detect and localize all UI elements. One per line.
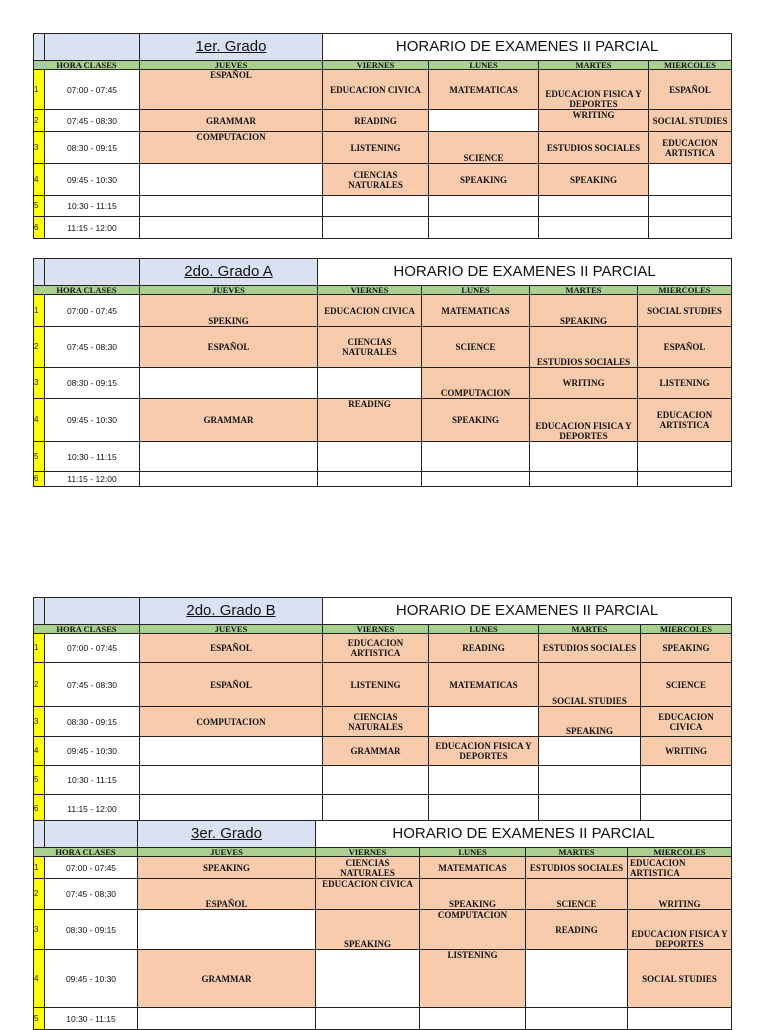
- row-number: 2: [34, 879, 45, 910]
- cell-viernes: EDUCACION ARTISTICA: [323, 634, 429, 663]
- cell-lunes: [429, 196, 539, 217]
- class-time: 07:45 - 08:30: [45, 327, 140, 368]
- table-row: [34, 1008, 732, 1030]
- cell-martes: [539, 196, 649, 217]
- column-header-viernes: VIERNES: [323, 61, 429, 70]
- table-row: [34, 442, 732, 472]
- cell-miercoles: EDUCACION ARTISTICA: [649, 132, 732, 164]
- cell-jueves: [138, 910, 316, 950]
- row-number: 2: [34, 110, 45, 132]
- table-row: [34, 110, 732, 132]
- row-number: 1: [34, 857, 45, 879]
- class-time: 11:15 - 12:00: [45, 472, 140, 487]
- cell-viernes: [318, 368, 422, 399]
- row-number: 1: [34, 634, 45, 663]
- cell-martes: [539, 766, 641, 795]
- cell-lunes: [420, 1008, 526, 1030]
- schedule-heading: HORARIO DE EXAMENES II PARCIAL: [316, 821, 732, 848]
- row-number: 4: [34, 164, 45, 196]
- cell-jueves: [140, 472, 318, 487]
- row-number: 2: [34, 327, 45, 368]
- grade-title: 3er. Grado: [138, 821, 316, 848]
- cell-martes: EDUCACION FISICA Y DEPORTES: [539, 70, 649, 110]
- class-time: 07:00 - 07:45: [45, 634, 140, 663]
- cell-martes: SPEAKING: [530, 295, 638, 327]
- column-header-hora: HORA CLASES: [34, 61, 140, 70]
- class-time: 10:30 - 11:15: [45, 196, 140, 217]
- class-time: 07:00 - 07:45: [45, 857, 138, 879]
- cell-jueves: SPEKING: [140, 295, 318, 327]
- cell-martes: [526, 1008, 628, 1030]
- row-number: 4: [34, 737, 45, 766]
- cell-miercoles: ESPAÑOL: [638, 327, 732, 368]
- row-number: 2: [34, 663, 45, 707]
- cell-jueves: ESPAÑOL: [138, 879, 316, 910]
- column-header-lunes: LUNES: [429, 61, 539, 70]
- table-row: [34, 164, 732, 196]
- row-number: 5: [34, 766, 45, 795]
- cell-jueves: ESPAÑOL: [140, 70, 323, 110]
- class-time: 09:45 - 10:30: [45, 164, 140, 196]
- grade-title-pad: [34, 598, 45, 625]
- cell-jueves: GRAMMAR: [140, 399, 318, 442]
- class-time: 08:30 - 09:15: [45, 910, 138, 950]
- cell-jueves: ESPAÑOL: [140, 327, 318, 368]
- cell-miercoles: [649, 217, 732, 239]
- cell-lunes: [429, 110, 539, 132]
- cell-jueves: [140, 766, 323, 795]
- cell-viernes: [318, 442, 422, 472]
- cell-lunes: EDUCACION FISICA Y DEPORTES: [429, 737, 539, 766]
- cell-viernes: CIENCIAS NATURALES: [318, 327, 422, 368]
- table-row: [34, 196, 732, 217]
- cell-miercoles: [641, 766, 732, 795]
- column-header-jueves: JUEVES: [140, 61, 323, 70]
- cell-viernes: EDUCACION CIVICA: [323, 70, 429, 110]
- table-row: [34, 327, 732, 368]
- cell-lunes: SCIENCE: [422, 327, 530, 368]
- cell-miercoles: SOCIAL STUDIES: [638, 295, 732, 327]
- cell-jueves: [140, 737, 323, 766]
- cell-miercoles: [638, 442, 732, 472]
- class-time: 09:45 - 10:30: [45, 950, 138, 1008]
- cell-viernes: CIENCIAS NATURALES: [323, 164, 429, 196]
- table-row: [34, 217, 732, 239]
- cell-martes: SPEAKING: [539, 707, 641, 737]
- cell-martes: ESTUDIOS SOCIALES: [539, 132, 649, 164]
- class-time: 07:45 - 08:30: [45, 110, 140, 132]
- cell-martes: [539, 217, 649, 239]
- cell-viernes: [323, 196, 429, 217]
- table-row: [34, 399, 732, 442]
- cell-miercoles: [649, 164, 732, 196]
- cell-lunes: MATEMATICAS: [429, 663, 539, 707]
- column-header-viernes: VIERNES: [318, 286, 422, 295]
- column-header-martes: MARTES: [539, 61, 649, 70]
- cell-lunes: COMPUTACION: [420, 910, 526, 950]
- column-header-martes: MARTES: [530, 286, 638, 295]
- cell-lunes: [429, 707, 539, 737]
- row-number: 3: [34, 707, 45, 737]
- cell-jueves: GRAMMAR: [138, 950, 316, 1008]
- column-header-miercoles: MIERCOLES: [628, 848, 732, 857]
- cell-martes: [539, 737, 641, 766]
- grade-title-pad: [45, 34, 140, 61]
- cell-viernes: CIENCIAS NATURALES: [316, 857, 420, 879]
- column-header-miercoles: MIERCOLES: [649, 61, 732, 70]
- row-number: 4: [34, 950, 45, 1008]
- row-number: 5: [34, 442, 45, 472]
- grade-title: 1er. Grado: [140, 34, 323, 61]
- row-number: 3: [34, 910, 45, 950]
- class-time: 09:45 - 10:30: [45, 737, 140, 766]
- cell-martes: WRITING: [530, 368, 638, 399]
- cell-martes: SCIENCE: [526, 879, 628, 910]
- cell-viernes: [323, 217, 429, 239]
- cell-jueves: [140, 217, 323, 239]
- row-number: 4: [34, 399, 45, 442]
- row-number: 1: [34, 70, 45, 110]
- table-row: [34, 857, 732, 879]
- cell-miercoles: SOCIAL STUDIES: [649, 110, 732, 132]
- cell-viernes: LISTENING: [323, 132, 429, 164]
- table-row: [34, 910, 732, 950]
- cell-martes: ESTUDIOS SOCIALES: [530, 327, 638, 368]
- column-header-martes: MARTES: [539, 625, 641, 634]
- cell-lunes: MATEMATICAS: [420, 857, 526, 879]
- column-header-hora: HORA CLASES: [34, 848, 138, 857]
- schedule-heading: HORARIO DE EXAMENES II PARCIAL: [318, 259, 732, 286]
- table-row: [34, 950, 732, 1008]
- cell-miercoles: EDUCACION ARTISTICA: [628, 857, 732, 879]
- table-row: [34, 879, 732, 910]
- cell-martes: [530, 472, 638, 487]
- cell-lunes: [429, 217, 539, 239]
- class-time: 10:30 - 11:15: [45, 442, 140, 472]
- cell-miercoles: ESPAÑOL: [649, 70, 732, 110]
- cell-lunes: SPEAKING: [422, 399, 530, 442]
- cell-martes: SPEAKING: [539, 164, 649, 196]
- row-number: 6: [34, 472, 45, 487]
- cell-miercoles: SPEAKING: [641, 634, 732, 663]
- table-row: [34, 766, 732, 795]
- cell-jueves: GRAMMAR: [140, 110, 323, 132]
- class-time: 07:00 - 07:45: [45, 70, 140, 110]
- class-time: 10:30 - 11:15: [45, 1008, 138, 1030]
- column-header-miercoles: MIERCOLES: [638, 286, 732, 295]
- table-row: [34, 368, 732, 399]
- cell-miercoles: LISTENING: [638, 368, 732, 399]
- column-header-viernes: VIERNES: [316, 848, 420, 857]
- cell-martes: READING: [526, 910, 628, 950]
- column-header-miercoles: MIERCOLES: [641, 625, 732, 634]
- cell-martes: EDUCACION FISICA Y DEPORTES: [530, 399, 638, 442]
- table-row: [34, 737, 732, 766]
- cell-miercoles: SOCIAL STUDIES: [628, 950, 732, 1008]
- class-time: 08:30 - 09:15: [45, 132, 140, 164]
- class-time: 09:45 - 10:30: [45, 399, 140, 442]
- table-row: [34, 70, 732, 110]
- cell-viernes: LISTENING: [323, 663, 429, 707]
- cell-lunes: COMPUTACION: [422, 368, 530, 399]
- class-time: 11:15 - 12:00: [45, 217, 140, 239]
- cell-lunes: [422, 442, 530, 472]
- cell-jueves: [140, 368, 318, 399]
- schedule-table-1er-grado: [33, 33, 732, 239]
- column-header-jueves: JUEVES: [138, 848, 316, 857]
- table-row: [34, 707, 732, 737]
- column-header-lunes: LUNES: [429, 625, 539, 634]
- column-header-jueves: JUEVES: [140, 625, 323, 634]
- class-time: 08:30 - 09:15: [45, 707, 140, 737]
- row-number: 6: [34, 217, 45, 239]
- cell-viernes: [323, 766, 429, 795]
- class-time: 07:45 - 08:30: [45, 663, 140, 707]
- cell-jueves: [140, 442, 318, 472]
- table-row: [34, 132, 732, 164]
- cell-jueves: [140, 196, 323, 217]
- cell-miercoles: [638, 472, 732, 487]
- cell-jueves: ESPAÑOL: [140, 634, 323, 663]
- cell-miercoles: WRITING: [628, 879, 732, 910]
- schedule-heading: HORARIO DE EXAMENES II PARCIAL: [323, 34, 732, 61]
- cell-jueves: COMPUTACION: [140, 132, 323, 164]
- table-row: [34, 472, 732, 487]
- cell-lunes: [422, 472, 530, 487]
- class-time: 08:30 - 09:15: [45, 368, 140, 399]
- class-time: 07:45 - 08:30: [45, 879, 138, 910]
- grade-title-pad: [34, 34, 45, 61]
- row-number: 5: [34, 196, 45, 217]
- cell-lunes: READING: [429, 634, 539, 663]
- class-time: 10:30 - 11:15: [45, 766, 140, 795]
- cell-miercoles: [628, 1008, 732, 1030]
- cell-martes: SOCIAL STUDIES: [539, 663, 641, 707]
- schedule-table-3er-grado: [33, 820, 732, 1030]
- cell-martes: ESTUDIOS SOCIALES: [526, 857, 628, 879]
- cell-viernes: [318, 472, 422, 487]
- row-number: 3: [34, 368, 45, 399]
- cell-lunes: MATEMATICAS: [422, 295, 530, 327]
- column-header-viernes: VIERNES: [323, 625, 429, 634]
- grade-title-pad: [34, 821, 45, 848]
- column-header-lunes: LUNES: [422, 286, 530, 295]
- cell-miercoles: [649, 196, 732, 217]
- cell-martes: WRITING: [539, 110, 649, 132]
- cell-miercoles: WRITING: [641, 737, 732, 766]
- column-header-jueves: JUEVES: [140, 286, 318, 295]
- cell-viernes: EDUCACION CIVICA: [318, 295, 422, 327]
- grade-title-pad: [45, 598, 140, 625]
- cell-miercoles: EDUCACION ARTISTICA: [638, 399, 732, 442]
- cell-lunes: SPEAKING: [429, 164, 539, 196]
- row-number: 3: [34, 132, 45, 164]
- cell-lunes: LISTENING: [420, 950, 526, 1008]
- cell-viernes: SPEAKING: [316, 910, 420, 950]
- class-time: 07:00 - 07:45: [45, 295, 140, 327]
- cell-viernes: GRAMMAR: [323, 737, 429, 766]
- class-time: 11:15 - 12:00: [45, 795, 140, 824]
- cell-lunes: MATEMATICAS: [429, 70, 539, 110]
- column-header-martes: MARTES: [526, 848, 628, 857]
- cell-miercoles: EDUCACION CIVICA: [641, 707, 732, 737]
- cell-lunes: SPEAKING: [420, 879, 526, 910]
- cell-lunes: [429, 766, 539, 795]
- column-header-hora: HORA CLASES: [34, 625, 140, 634]
- cell-martes: [526, 950, 628, 1008]
- cell-jueves: ESPAÑOL: [140, 663, 323, 707]
- schedule-table-2do-grado-b: [33, 597, 732, 824]
- grade-title-pad: [34, 259, 45, 286]
- column-header-hora: HORA CLASES: [34, 286, 140, 295]
- cell-viernes: EDUCACION CIVICA: [316, 879, 420, 910]
- table-row: [34, 295, 732, 327]
- cell-martes: [530, 442, 638, 472]
- grade-title-pad: [45, 821, 138, 848]
- cell-viernes: [316, 1008, 420, 1030]
- table-row: [34, 663, 732, 707]
- cell-lunes: SCIENCE: [429, 132, 539, 164]
- cell-viernes: CIENCIAS NATURALES: [323, 707, 429, 737]
- cell-miercoles: SCIENCE: [641, 663, 732, 707]
- row-number: 6: [34, 795, 45, 824]
- table-row: [34, 634, 732, 663]
- cell-jueves: [138, 1008, 316, 1030]
- cell-jueves: [140, 164, 323, 196]
- cell-miercoles: EDUCACION FISICA Y DEPORTES: [628, 910, 732, 950]
- cell-jueves: COMPUTACION: [140, 707, 323, 737]
- grade-title: 2do. Grado A: [140, 259, 318, 286]
- cell-viernes: READING: [318, 399, 422, 442]
- grade-title: 2do. Grado B: [140, 598, 323, 625]
- cell-viernes: READING: [323, 110, 429, 132]
- schedule-heading: HORARIO DE EXAMENES II PARCIAL: [323, 598, 732, 625]
- cell-martes: ESTUDIOS SOCIALES: [539, 634, 641, 663]
- grade-title-pad: [45, 259, 140, 286]
- cell-jueves: SPEAKING: [138, 857, 316, 879]
- column-header-lunes: LUNES: [420, 848, 526, 857]
- row-number: 5: [34, 1008, 45, 1030]
- schedule-table-2do-grado-a: [33, 258, 732, 487]
- row-number: 1: [34, 295, 45, 327]
- cell-viernes: [316, 950, 420, 1008]
